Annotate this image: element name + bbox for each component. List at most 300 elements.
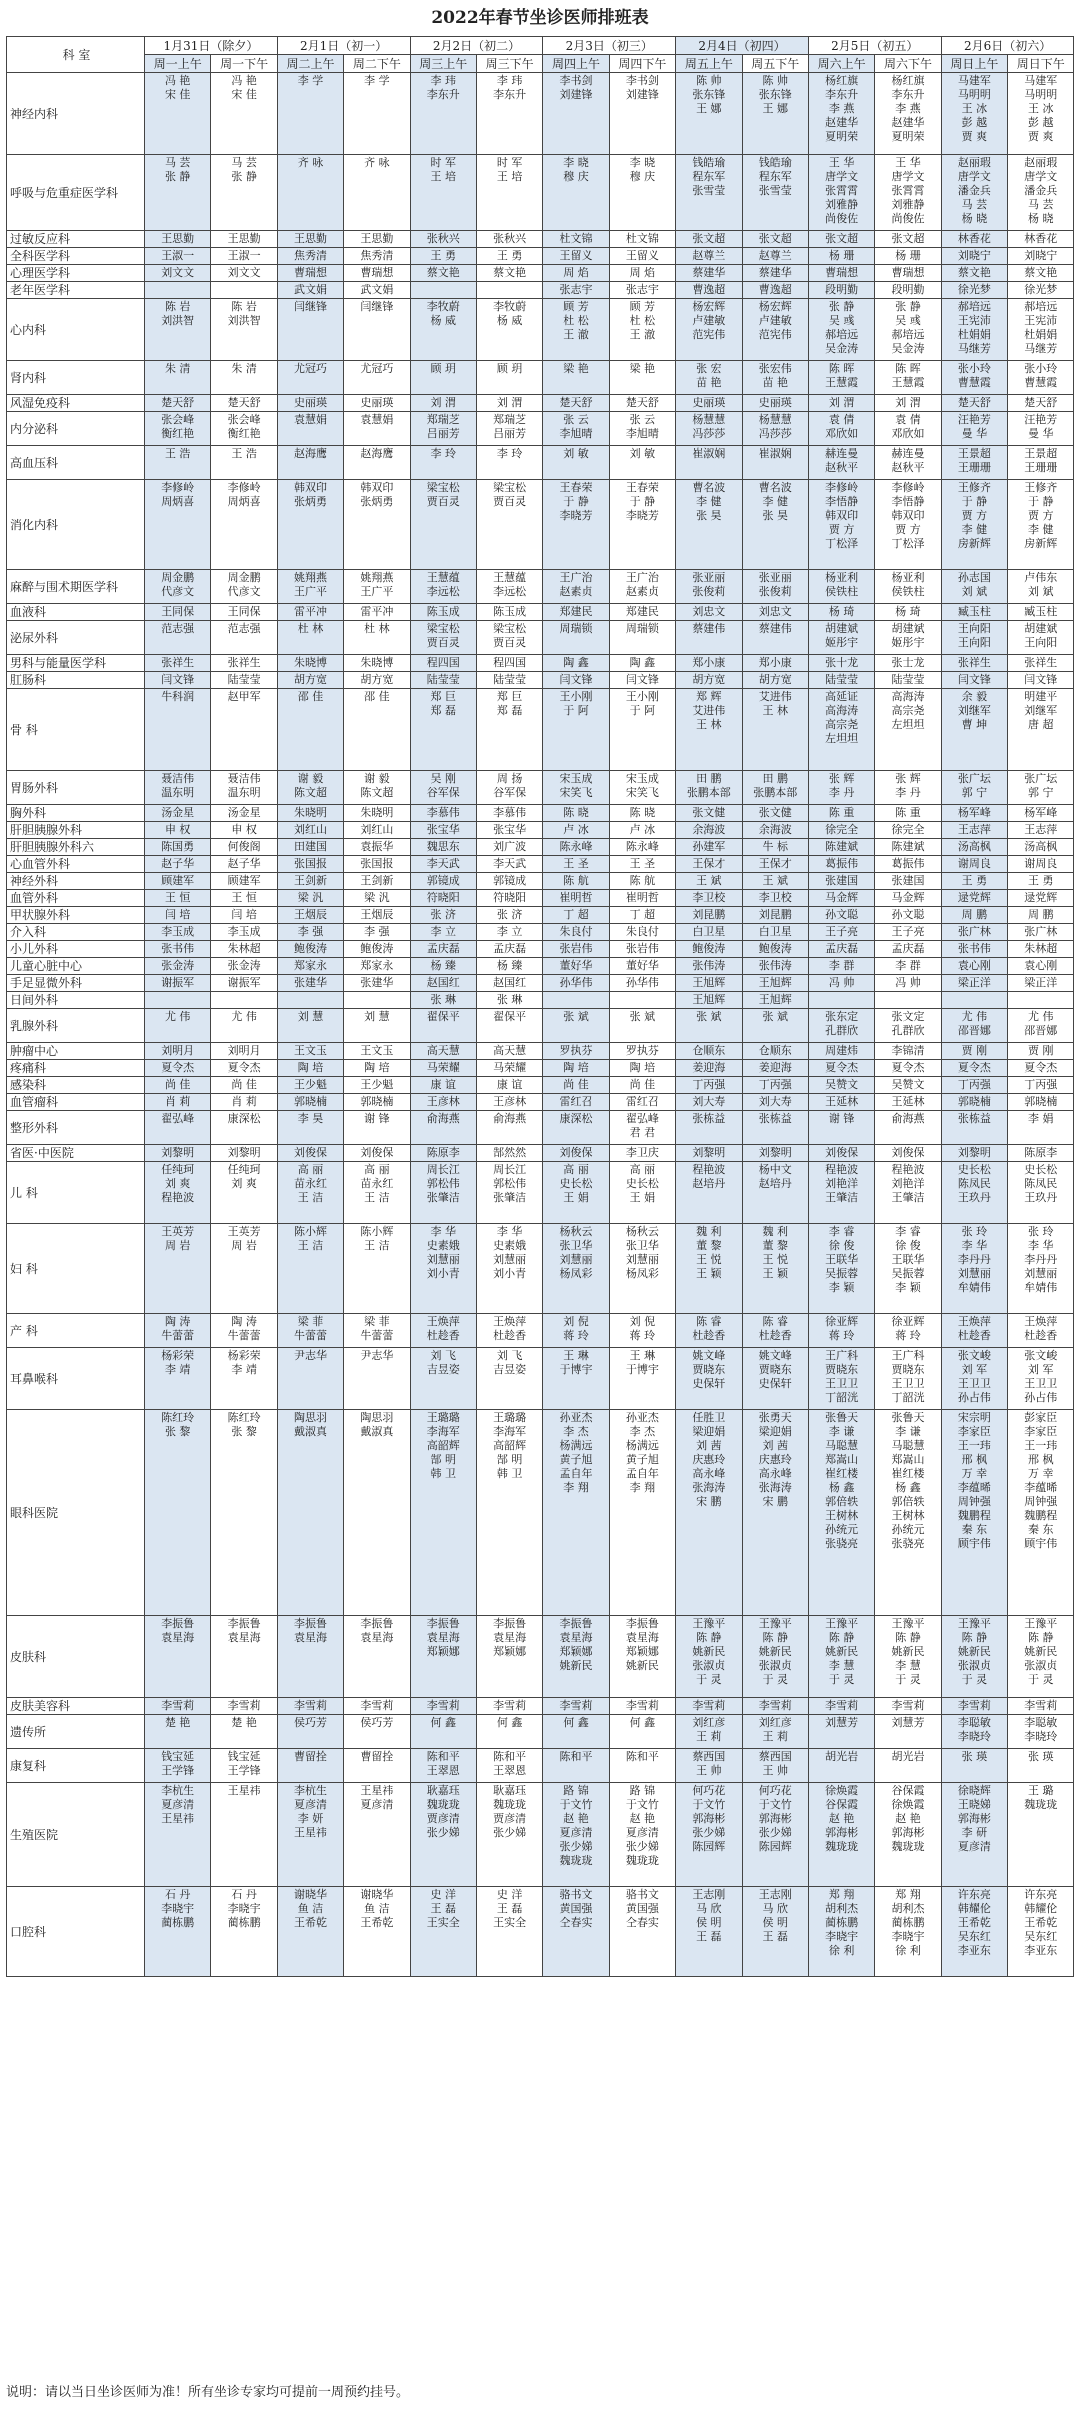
schedule-cell: 彭家臣 李家臣 王一玮 邢 枫 万 幸 李蕴晞 周钟强 魏鹏程 秦 东 顾宇伟 xyxy=(1008,1410,1074,1616)
schedule-cell: 郑 翔 胡利杰 蔺栋鹏 李晓宇 徐 利 xyxy=(875,1887,941,1977)
schedule-cell: 贾 刚 xyxy=(1008,1043,1074,1060)
schedule-cell: 李杭生 夏彦清 李 妍 王星祎 xyxy=(277,1783,343,1887)
schedule-cell: 刘 飞 吉昱姿 xyxy=(410,1348,476,1410)
session-header: 周日下午 xyxy=(1008,55,1074,73)
schedule-cell: 谢周良 xyxy=(941,856,1007,873)
schedule-cell: 楚 艳 xyxy=(145,1715,211,1749)
schedule-cell: 钱宝延 王学锋 xyxy=(211,1749,277,1783)
dept-name: 遗传所 xyxy=(7,1715,145,1749)
schedule-cell: 陈原李 xyxy=(410,1145,476,1162)
schedule-cell: 姜迎海 xyxy=(676,1060,742,1077)
schedule-cell: 张会峰 衡红艳 xyxy=(211,412,277,446)
schedule-cell: 朱 清 xyxy=(211,361,277,395)
schedule-cell: 李雪莉 xyxy=(344,1698,410,1715)
schedule-cell: 杜文锦 xyxy=(543,231,609,248)
schedule-cell: 梁宝松 贾百灵 xyxy=(410,621,476,655)
schedule-cell: 王景超 王珊珊 xyxy=(941,446,1007,480)
schedule-cell: 王春荣 于 静 李晓芳 xyxy=(609,480,675,570)
schedule-cell: 王保才 xyxy=(742,856,808,873)
table-row xyxy=(7,907,1074,924)
schedule-cell: 刘俊保 xyxy=(344,1145,410,1162)
table-row xyxy=(7,672,1074,689)
schedule-cell: 张国报 xyxy=(344,856,410,873)
schedule-cell: 闫文锋 xyxy=(941,672,1007,689)
schedule-cell: 路 锦 于文竹 赵 艳 夏彦清 张少娣 魏珑珑 xyxy=(543,1783,609,1887)
schedule-cell: 孟庆磊 xyxy=(808,941,874,958)
schedule-cell: 李 娟 xyxy=(1008,1111,1074,1145)
schedule-cell: 王星祎 夏彦清 xyxy=(344,1783,410,1887)
schedule-cell: 史丽瑛 xyxy=(676,395,742,412)
schedule-cell: 杨 琦 xyxy=(808,604,874,621)
schedule-cell: 王文玉 xyxy=(277,1043,343,1060)
table-row xyxy=(7,1111,1074,1145)
schedule-cell: 汤金星 xyxy=(211,805,277,822)
schedule-cell: 郭镜成 xyxy=(410,873,476,890)
schedule-cell: 马建军 马明明 王 冰 彭 越 贾 爽 xyxy=(1008,73,1074,155)
schedule-cell: 周建炜 xyxy=(808,1043,874,1060)
table-row xyxy=(7,1698,1074,1715)
dept-name: 过敏反应科 xyxy=(7,231,145,248)
schedule-cell: 袁心刚 xyxy=(941,958,1007,975)
schedule-cell: 李牧蔚 杨 威 xyxy=(476,299,542,361)
dept-name: 血液科 xyxy=(7,604,145,621)
schedule-cell: 李玉成 xyxy=(145,924,211,941)
schedule-cell: 张岩伟 xyxy=(543,941,609,958)
schedule-cell: 徐亚辉 蒋 玲 xyxy=(808,1314,874,1348)
schedule-cell: 王 圣 xyxy=(543,856,609,873)
schedule-cell: 丁丙强 xyxy=(941,1077,1007,1094)
table-row xyxy=(7,265,1074,282)
schedule-cell: 路 锦 于文竹 赵 艳 夏彦清 张少娣 魏珑珑 xyxy=(609,1783,675,1887)
table-row xyxy=(7,299,1074,361)
schedule-cell: 张建华 xyxy=(344,975,410,992)
schedule-cell: 李 玲 xyxy=(410,446,476,480)
schedule-cell: 楚天舒 xyxy=(145,395,211,412)
schedule-cell: 刘 渭 xyxy=(875,395,941,412)
schedule-cell: 王 斌 xyxy=(676,873,742,890)
schedule-cell: 田 鹏 张鹏本部 xyxy=(742,771,808,805)
schedule-cell: 蔡文艳 xyxy=(476,265,542,282)
schedule-cell: 张文健 xyxy=(676,805,742,822)
schedule-cell: 张建国 xyxy=(808,873,874,890)
schedule-cell: 张国报 xyxy=(277,856,343,873)
schedule-cell: 夏令杰 xyxy=(875,1060,941,1077)
schedule-cell: 闫文锋 xyxy=(1008,672,1074,689)
schedule-cell: 张 斌 xyxy=(609,1009,675,1043)
schedule-cell: 刘文文 xyxy=(211,265,277,282)
schedule-cell: 顾 芳 杜 松 王 澈 xyxy=(609,299,675,361)
schedule-cell: 郜然然 xyxy=(476,1145,542,1162)
schedule-cell: 王 圣 xyxy=(609,856,675,873)
schedule-cell: 董好华 xyxy=(543,958,609,975)
schedule-cell: 袁心刚 xyxy=(1008,958,1074,975)
page-title: 2022年春节坐诊医师排班表 xyxy=(431,8,649,28)
schedule-cell: 王旭辉 xyxy=(676,992,742,1009)
schedule-cell: 王豫平 陈 静 姚新民 张淑贞 于 灵 xyxy=(676,1616,742,1698)
schedule-cell: 侯巧芳 xyxy=(344,1715,410,1749)
schedule-cell: 张 静 吴 彧 郝培远 吴金涛 xyxy=(875,299,941,361)
table-row xyxy=(7,839,1074,856)
schedule-cell: 李雪莉 xyxy=(476,1698,542,1715)
session-header: 周五上午 xyxy=(676,55,742,73)
schedule-cell: 张 玲 李 华 李丹丹 刘慧丽 牟婧伟 xyxy=(941,1224,1007,1314)
schedule-cell: 胡建斌 姬彤宇 xyxy=(875,621,941,655)
schedule-cell: 张金涛 xyxy=(211,958,277,975)
schedule-cell: 杨军峰 xyxy=(1008,805,1074,822)
schedule-cell: 邵 佳 xyxy=(277,689,343,771)
schedule-cell xyxy=(277,992,343,1009)
dept-name: 生殖医院 xyxy=(7,1783,145,1887)
schedule-cell: 牛科润 xyxy=(145,689,211,771)
session-header: 周六下午 xyxy=(875,55,941,73)
schedule-cell: 梁 汎 xyxy=(277,890,343,907)
dept-name: 乳腺外科 xyxy=(7,1009,145,1043)
schedule-cell: 高天慧 xyxy=(476,1043,542,1060)
schedule-cell: 王 恒 xyxy=(211,890,277,907)
schedule-cell: 陈 岩 刘洪智 xyxy=(145,299,211,361)
schedule-cell: 王 璐 魏珑珑 xyxy=(1008,1783,1074,1887)
schedule-cell: 李 群 xyxy=(875,958,941,975)
schedule-cell: 张鲁天 李 谦 马聪慧 郑嵩山 崔红楼 杨 鑫 郭倍轶 王树林 孙统元 张骁亮 xyxy=(875,1410,941,1616)
table-row xyxy=(7,1224,1074,1314)
schedule-cell: 梁 汎 xyxy=(344,890,410,907)
schedule-cell: 杜 林 xyxy=(277,621,343,655)
schedule-cell: 谢晓华 鱼 洁 王希乾 xyxy=(277,1887,343,1977)
dept-name: 胸外科 xyxy=(7,805,145,822)
table-row xyxy=(7,992,1074,1009)
schedule-cell: 王焕萍 杜趁香 xyxy=(941,1314,1007,1348)
schedule-cell: 王少魁 xyxy=(344,1077,410,1094)
schedule-cell: 孙亚杰 李 杰 杨满远 黄子旭 孟自年 李 翔 xyxy=(543,1410,609,1616)
schedule-cell: 陈玉成 xyxy=(410,604,476,621)
schedule-cell: 刘黎明 xyxy=(676,1145,742,1162)
schedule-cell: 胡方宽 xyxy=(344,672,410,689)
schedule-cell: 杨 珊 xyxy=(808,248,874,265)
schedule-cell: 王 勇 xyxy=(1008,873,1074,890)
schedule-cell: 李 强 xyxy=(344,924,410,941)
schedule-cell: 张 斌 xyxy=(543,1009,609,1043)
schedule-cell: 徐焕霞 谷保霞 赵 艳 郭海彬 魏珑珑 xyxy=(808,1783,874,1887)
table-row xyxy=(7,446,1074,480)
schedule-cell: 张书伟 xyxy=(941,941,1007,958)
schedule-cell: 张祥生 xyxy=(1008,655,1074,672)
schedule-cell: 肖 莉 xyxy=(145,1094,211,1111)
schedule-cell: 武文娟 xyxy=(344,282,410,299)
schedule-cell: 鲍俊涛 xyxy=(277,941,343,958)
schedule-cell: 卢伟东 刘 斌 xyxy=(1008,570,1074,604)
schedule-cell: 张 云 李旭晴 xyxy=(609,412,675,446)
schedule-cell: 林香花 xyxy=(1008,231,1074,248)
schedule-cell: 王 勇 xyxy=(941,873,1007,890)
schedule-cell: 顾 芳 杜 松 王 澈 xyxy=(543,299,609,361)
schedule-cell: 何巧花 于文竹 郭海彬 张少娣 陈园辉 xyxy=(742,1783,808,1887)
schedule-cell: 张广林 xyxy=(941,924,1007,941)
dept-name: 小儿外科 xyxy=(7,941,145,958)
schedule-cell: 郝培远 王宪沛 杜娟娟 马继芳 xyxy=(941,299,1007,361)
schedule-cell: 卢 冰 xyxy=(543,822,609,839)
schedule-cell: 魏 利 董 黎 王 悦 王 颖 xyxy=(742,1224,808,1314)
dept-name: 呼吸与危重症医学科 xyxy=(7,155,145,231)
schedule-cell: 郑小康 xyxy=(742,655,808,672)
dept-name: 心血管外科 xyxy=(7,856,145,873)
table-row xyxy=(7,873,1074,890)
dept-name: 肾内科 xyxy=(7,361,145,395)
dept-name: 肛肠科 xyxy=(7,672,145,689)
schedule-cell: 尤 伟 xyxy=(145,1009,211,1043)
schedule-cell: 高 丽 苗永红 王 洁 xyxy=(277,1162,343,1224)
schedule-cell: 邵 佳 xyxy=(344,689,410,771)
schedule-cell: 夏令杰 xyxy=(808,1060,874,1077)
schedule-cell: 何 鑫 xyxy=(476,1715,542,1749)
schedule-cell: 王 浩 xyxy=(145,446,211,480)
schedule-cell: 丁丙强 xyxy=(1008,1077,1074,1094)
schedule-cell xyxy=(344,992,410,1009)
schedule-cell: 谢振军 xyxy=(145,975,211,992)
schedule-cell: 尤 伟 邵晋娜 xyxy=(941,1009,1007,1043)
schedule-cell: 骆书文 黄国强 仝春实 xyxy=(609,1887,675,1977)
schedule-cell: 王思勤 xyxy=(344,231,410,248)
schedule-cell: 楚天舒 xyxy=(609,395,675,412)
dept-name: 疼痛科 xyxy=(7,1060,145,1077)
schedule-cell: 张广坛 郭 宁 xyxy=(1008,771,1074,805)
schedule-cell: 聂洁伟 温东明 xyxy=(145,771,211,805)
schedule-cell: 段明勤 xyxy=(875,282,941,299)
schedule-cell: 尤 伟 xyxy=(211,1009,277,1043)
schedule-cell xyxy=(941,992,1007,1009)
schedule-cell: 李雪莉 xyxy=(145,1698,211,1715)
schedule-cell: 高海涛 高宗尧 左坦坦 xyxy=(875,689,941,771)
table-row xyxy=(7,1043,1074,1060)
schedule-cell: 王剑新 xyxy=(277,873,343,890)
schedule-cell: 刘 渭 xyxy=(410,395,476,412)
schedule-cell: 杜文锦 xyxy=(609,231,675,248)
schedule-cell: 李 学 xyxy=(277,73,343,155)
schedule-cell: 王向阳 王向阳 xyxy=(941,621,1007,655)
schedule-cell xyxy=(609,992,675,1009)
schedule-cell: 郑建民 xyxy=(543,604,609,621)
schedule-cell: 臧玉柱 xyxy=(941,604,1007,621)
schedule-cell: 刘昆鹏 xyxy=(742,907,808,924)
dept-name: 血管外科 xyxy=(7,890,145,907)
schedule-cell: 任胜卫 梁迎娟 刘 茜 庆惠玲 高永峰 张海涛 宋 鹏 xyxy=(676,1410,742,1616)
schedule-cell: 谢 锋 xyxy=(344,1111,410,1145)
schedule-cell: 高 丽 苗永红 王 洁 xyxy=(344,1162,410,1224)
schedule-cell: 余 毅 刘继军 曹 坤 xyxy=(941,689,1007,771)
schedule-cell: 李雪莉 xyxy=(410,1698,476,1715)
schedule-cell: 刘 倪 蒋 玲 xyxy=(543,1314,609,1348)
table-row xyxy=(7,1077,1074,1094)
schedule-cell: 杨红旗 李东升 李 燕 赵建华 夏明荣 xyxy=(875,73,941,155)
schedule-cell: 王豫平 陈 静 姚新民 张淑贞 于 灵 xyxy=(941,1616,1007,1698)
schedule-cell: 李修岭 周炳喜 xyxy=(211,480,277,570)
schedule-cell: 陶 培 xyxy=(344,1060,410,1077)
date-header: 2月3日（初三） xyxy=(543,37,676,55)
schedule-cell: 刘俊保 xyxy=(875,1145,941,1162)
schedule-cell: 李 华 史素娥 刘慧丽 刘小青 xyxy=(476,1224,542,1314)
session-header: 周四上午 xyxy=(543,55,609,73)
dept-name: 妇 科 xyxy=(7,1224,145,1314)
schedule-cell: 陈国勇 xyxy=(145,839,211,856)
schedule-cell: 李振鲁 袁星海 xyxy=(344,1616,410,1698)
schedule-cell: 崔淑娴 xyxy=(742,446,808,480)
session-header: 周六上午 xyxy=(808,55,874,73)
schedule-cell: 曹名波 李 健 张 昊 xyxy=(676,480,742,570)
schedule-cell: 周长江 郭松伟 张肇洁 xyxy=(476,1162,542,1224)
schedule-cell: 李天武 xyxy=(410,856,476,873)
schedule-cell: 吴赞文 xyxy=(875,1077,941,1094)
schedule-cell: 张 玲 李 华 李丹丹 刘慧丽 牟婧伟 xyxy=(1008,1224,1074,1314)
date-header: 2月5日（初五） xyxy=(808,37,941,55)
schedule-cell: 王延林 xyxy=(808,1094,874,1111)
schedule-cell: 史丽瑛 xyxy=(344,395,410,412)
table-row xyxy=(7,941,1074,958)
schedule-cell: 郑 巨 郑 磊 xyxy=(476,689,542,771)
schedule-cell: 陶 涛 牛蕾蕾 xyxy=(211,1314,277,1348)
schedule-cell: 史长松 陈凤民 王玖丹 xyxy=(1008,1162,1074,1224)
schedule-cell: 楚天舒 xyxy=(543,395,609,412)
schedule-cell: 骆书文 黄国强 仝春实 xyxy=(543,1887,609,1977)
schedule-cell: 牛 标 xyxy=(742,839,808,856)
schedule-cell: 李 晓 穆 庆 xyxy=(543,155,609,231)
schedule-cell: 肖 莉 xyxy=(211,1094,277,1111)
dept-name: 高血压科 xyxy=(7,446,145,480)
schedule-cell: 王烟辰 xyxy=(344,907,410,924)
schedule-cell: 朱晓博 xyxy=(344,655,410,672)
schedule-cell: 翟保平 xyxy=(410,1009,476,1043)
schedule-cell: 王广治 赵素贞 xyxy=(543,570,609,604)
schedule-cell: 胡建斌 王向阳 xyxy=(1008,621,1074,655)
schedule-cell: 宋玉成 宋笑飞 xyxy=(609,771,675,805)
table-row xyxy=(7,604,1074,621)
schedule-cell: 张祥生 xyxy=(211,655,277,672)
schedule-cell: 张栋益 xyxy=(742,1111,808,1145)
schedule-cell: 谷保霞 徐焕霞 赵 艳 郭海彬 魏珑珑 xyxy=(875,1783,941,1887)
schedule-cell: 朱林超 xyxy=(211,941,277,958)
schedule-cell: 刘 敏 xyxy=(543,446,609,480)
schedule-cell: 闫继锋 xyxy=(277,299,343,361)
table-row xyxy=(7,361,1074,395)
table-row xyxy=(7,975,1074,992)
schedule-cell: 梁宝松 贾百灵 xyxy=(476,480,542,570)
schedule-cell: 周长江 郭松伟 张肇洁 xyxy=(410,1162,476,1224)
schedule-cell: 张建华 xyxy=(277,975,343,992)
schedule-cell: 王少魁 xyxy=(277,1077,343,1094)
schedule-cell: 赵国红 xyxy=(476,975,542,992)
schedule-cell: 崔明哲 xyxy=(543,890,609,907)
schedule-cell: 孙亚杰 李 杰 杨满远 黄子旭 孟自年 李 翔 xyxy=(609,1410,675,1616)
schedule-cell: 吴 刚 谷军保 xyxy=(410,771,476,805)
schedule-cell: 梁 菲 牛蕾蕾 xyxy=(277,1314,343,1348)
schedule-cell: 韩双印 张炳勇 xyxy=(277,480,343,570)
schedule-cell: 聂洁伟 温东明 xyxy=(211,771,277,805)
schedule-table xyxy=(6,36,1074,1977)
schedule-cell: 楚天舒 xyxy=(211,395,277,412)
schedule-cell: 李 华 史素娥 刘慧丽 刘小青 xyxy=(410,1224,476,1314)
schedule-cell: 尹志华 xyxy=(277,1348,343,1410)
schedule-cell: 张广坛 郭 宁 xyxy=(941,771,1007,805)
schedule-cell: 刘黎明 xyxy=(742,1145,808,1162)
schedule-cell: 段明勤 xyxy=(808,282,874,299)
schedule-cell: 谢 毅 陈文超 xyxy=(344,771,410,805)
schedule-cell: 郭晓楠 xyxy=(941,1094,1007,1111)
schedule-cell: 张文峻 刘 军 王卫卫 孙占伟 xyxy=(941,1348,1007,1410)
schedule-cell: 李振鲁 袁星海 郑颖娜 xyxy=(476,1616,542,1698)
schedule-cell: 夏令杰 xyxy=(145,1060,211,1077)
schedule-cell: 陶 涛 牛蕾蕾 xyxy=(145,1314,211,1348)
schedule-cell: 朱晓明 xyxy=(344,805,410,822)
schedule-cell: 赵尊兰 xyxy=(742,248,808,265)
table-row xyxy=(7,1060,1074,1077)
schedule-cell: 梁宝松 贾百灵 xyxy=(410,480,476,570)
schedule-cell: 郑建民 xyxy=(609,604,675,621)
schedule-cell: 张勇天 梁迎娟 刘 茜 庆惠玲 高永峰 张海涛 宋 鹏 xyxy=(742,1410,808,1616)
table-row xyxy=(7,689,1074,771)
schedule-cell: 王思勤 xyxy=(211,231,277,248)
schedule-cell: 郭晓楠 xyxy=(344,1094,410,1111)
date-header: 1月31日（除夕） xyxy=(145,37,278,55)
date-header: 2月6日（初六） xyxy=(941,37,1074,55)
schedule-cell: 刘 敏 xyxy=(609,446,675,480)
schedule-cell: 刘俊保 xyxy=(277,1145,343,1162)
dept-name: 男科与能量医学科 xyxy=(7,655,145,672)
schedule-cell xyxy=(476,282,542,299)
schedule-cell: 史丽瑛 xyxy=(277,395,343,412)
schedule-cell: 张 琳 xyxy=(410,992,476,1009)
schedule-cell: 李聪敏 李晓玲 xyxy=(1008,1715,1074,1749)
schedule-cell: 许东亮 韩耀伦 王希乾 吴东红 李亚东 xyxy=(1008,1887,1074,1977)
schedule-cell: 王慧蕴 李远松 xyxy=(476,570,542,604)
schedule-cell: 李雪莉 xyxy=(875,1698,941,1715)
session-header: 周四下午 xyxy=(609,55,675,73)
schedule-cell: 姚文峰 贾晓东 史保轩 xyxy=(742,1348,808,1410)
schedule-cell xyxy=(410,282,476,299)
schedule-cell: 姚翔燕 王广平 xyxy=(277,570,343,604)
schedule-cell: 李 群 xyxy=(808,958,874,975)
dept-name: 麻醉与围术期医学科 xyxy=(7,570,145,604)
schedule-cell: 张岩伟 xyxy=(609,941,675,958)
schedule-cell: 周 鹏 xyxy=(1008,907,1074,924)
session-header: 周日上午 xyxy=(941,55,1007,73)
schedule-cell: 王豫平 陈 静 姚新民 李 慧 于 灵 xyxy=(875,1616,941,1698)
schedule-cell: 余海波 xyxy=(742,822,808,839)
schedule-cell: 王留义 xyxy=(609,248,675,265)
schedule-cell: 鲍俊涛 xyxy=(344,941,410,958)
schedule-cell: 魏 利 董 黎 王 悦 王 颖 xyxy=(676,1224,742,1314)
table-row xyxy=(7,1783,1074,1887)
schedule-cell: 胡方宽 xyxy=(277,672,343,689)
schedule-cell: 刘 倪 蒋 玲 xyxy=(609,1314,675,1348)
schedule-cell: 李振鲁 袁星海 郑颖娜 姚新民 xyxy=(543,1616,609,1698)
schedule-cell: 朱良付 xyxy=(543,924,609,941)
schedule-cell: 梁 艳 xyxy=(609,361,675,395)
schedule-cell: 蔡文艳 xyxy=(1008,265,1074,282)
schedule-cell: 葛振伟 xyxy=(875,856,941,873)
schedule-cell: 蔡建伟 xyxy=(742,621,808,655)
schedule-cell: 谢周良 xyxy=(1008,856,1074,873)
schedule-cell: 程艳波 刘艳洋 王肇洁 xyxy=(808,1162,874,1224)
schedule-cell: 程四国 xyxy=(410,655,476,672)
schedule-cell: 马金辉 xyxy=(808,890,874,907)
schedule-cell: 王旭辉 xyxy=(676,975,742,992)
schedule-cell: 刘俊保 xyxy=(808,1145,874,1162)
schedule-cell: 明建平 刘继军 唐 超 xyxy=(1008,689,1074,771)
schedule-cell: 陆莹莹 xyxy=(476,672,542,689)
schedule-cell: 尹志华 xyxy=(344,1348,410,1410)
schedule-cell: 李雪莉 xyxy=(742,1698,808,1715)
schedule-cell: 张 瑛 xyxy=(1008,1749,1074,1783)
schedule-cell: 张会峰 衡红艳 xyxy=(145,412,211,446)
schedule-cell: 王广治 赵素贞 xyxy=(609,570,675,604)
